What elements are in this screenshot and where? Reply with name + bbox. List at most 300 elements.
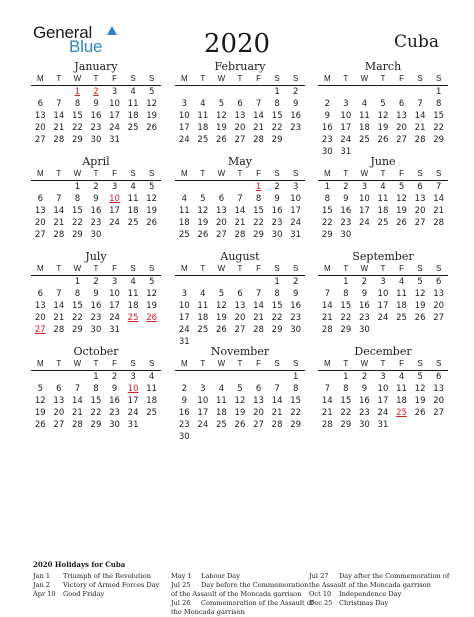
- day-cell: 8: [274, 289, 280, 299]
- weekday-label: M: [180, 169, 188, 178]
- holiday-day-cell: 2: [93, 87, 99, 97]
- day-cell: 15: [71, 206, 83, 216]
- day-cell: 28: [53, 325, 65, 335]
- week-row: [318, 134, 448, 146]
- day-cell: 3: [200, 384, 206, 394]
- weekday-label: S: [130, 169, 136, 178]
- day-cell: 7: [324, 384, 330, 394]
- weekday-label: F: [112, 169, 117, 178]
- day-cell: 18: [146, 396, 158, 406]
- day-cell: 25: [396, 313, 407, 323]
- day-cell: 10: [358, 194, 370, 204]
- day-cell: 20: [234, 123, 246, 133]
- day-cell: 14: [71, 396, 83, 406]
- weekday-label: S: [130, 74, 136, 83]
- day-cell: 23: [271, 218, 283, 228]
- day-cell: 21: [433, 206, 445, 216]
- day-cell: 27: [34, 135, 46, 145]
- day-cell: 24: [340, 135, 352, 145]
- holiday-name: Labour Day: [201, 572, 240, 580]
- day-cell: 22: [271, 313, 283, 323]
- weekday-label: T: [380, 169, 386, 178]
- day-cell: 19: [396, 206, 407, 216]
- day-cell: 24: [109, 313, 120, 323]
- day-cell: 1: [343, 372, 349, 382]
- week-row: [175, 300, 305, 312]
- day-cell: 3: [343, 99, 349, 109]
- day-cell: 21: [321, 408, 333, 418]
- month-title: April: [82, 155, 110, 168]
- day-cell: 1: [74, 182, 81, 192]
- day-cell: 25: [377, 218, 389, 228]
- weekday-label: T: [200, 74, 206, 83]
- day-cell: [231, 371, 250, 383]
- day-cell: 31: [127, 420, 139, 430]
- day-cell: 19: [234, 408, 246, 418]
- week-row: [175, 217, 305, 229]
- day-cell: 1: [343, 277, 349, 287]
- day-cell: 13: [234, 301, 246, 311]
- day-cell: 13: [215, 206, 227, 216]
- day-cell: 25: [178, 230, 190, 240]
- month-title: November: [210, 345, 270, 358]
- holiday-name: Independence Day: [339, 590, 402, 598]
- weekday-label: W: [360, 74, 369, 83]
- day-cell: 29: [90, 420, 102, 430]
- day-cell: [194, 86, 213, 98]
- holiday-date: Jul 26: [171, 599, 191, 607]
- day-cell: 11: [127, 99, 139, 109]
- week-row: [31, 134, 161, 146]
- day-cell: 2: [324, 99, 330, 109]
- week-row: [318, 217, 448, 229]
- day-cell: 19: [377, 123, 389, 133]
- week-row: [175, 122, 305, 134]
- holiday-entry: [309, 590, 449, 599]
- day-cell: [249, 371, 268, 383]
- holiday-name: Day after the Commemoration of: [339, 572, 450, 580]
- day-cell: 3: [111, 182, 118, 192]
- day-cell: 13: [34, 111, 46, 121]
- holiday-day-cell: 27: [34, 325, 46, 335]
- day-cell: [50, 181, 69, 193]
- day-cell: 8: [74, 289, 81, 299]
- week-row: [318, 193, 448, 205]
- day-cell: 27: [34, 230, 46, 240]
- day-cell: 14: [414, 111, 426, 121]
- day-cell: 20: [433, 396, 445, 406]
- day-cell: 22: [71, 218, 83, 228]
- day-cell: 19: [146, 301, 158, 311]
- day-cell: [392, 86, 411, 98]
- day-cell: 10: [178, 301, 190, 311]
- day-cell: 11: [396, 289, 407, 299]
- month-title: May: [227, 155, 253, 168]
- month-september: [318, 250, 448, 336]
- weekday-header: [31, 168, 161, 181]
- day-cell: 29: [271, 135, 283, 145]
- day-cell: 12: [377, 111, 389, 121]
- day-cell: 30: [90, 325, 102, 335]
- day-cell: 11: [127, 194, 139, 204]
- day-cell: 8: [343, 289, 349, 299]
- day-cell: 27: [253, 420, 264, 430]
- day-cell: 17: [178, 123, 190, 133]
- week-row: [31, 181, 161, 193]
- month-title: August: [220, 250, 260, 263]
- day-cell: 24: [127, 408, 139, 418]
- day-cell: [194, 371, 213, 383]
- day-cell: 21: [321, 313, 333, 323]
- weekday-label: T: [56, 264, 62, 273]
- day-cell: 5: [380, 99, 386, 109]
- day-cell: 1: [93, 372, 99, 382]
- weekday-label: S: [292, 264, 299, 273]
- day-cell: 2: [343, 182, 349, 192]
- day-cell: [142, 229, 161, 241]
- weekday-label: M: [180, 74, 188, 83]
- day-cell: [249, 86, 268, 98]
- month-title: July: [85, 250, 107, 263]
- day-cell: 26: [34, 420, 46, 430]
- day-cell: 7: [56, 194, 62, 204]
- day-cell: 13: [433, 289, 445, 299]
- day-cell: 15: [340, 301, 352, 311]
- weekday-label: S: [148, 359, 155, 368]
- day-cell: 14: [321, 301, 333, 311]
- day-cell: 9: [274, 194, 280, 204]
- day-cell: 9: [93, 194, 99, 204]
- week-row: [175, 419, 305, 431]
- day-cell: 29: [71, 230, 83, 240]
- day-cell: 3: [380, 372, 386, 382]
- weekday-label: W: [360, 264, 369, 273]
- weekday-label: W: [217, 264, 226, 273]
- day-cell: 5: [417, 277, 423, 287]
- day-cell: 30: [90, 135, 102, 145]
- holiday-column: [33, 572, 159, 599]
- day-cell: 30: [109, 420, 120, 430]
- day-cell: 25: [197, 135, 209, 145]
- holiday-day-cell: 25: [396, 408, 407, 418]
- day-cell: 13: [34, 206, 46, 216]
- day-cell: 5: [218, 99, 225, 109]
- day-cell: 9: [361, 289, 368, 299]
- week-row: [31, 98, 161, 110]
- day-cell: 17: [178, 313, 190, 323]
- week-row: [31, 324, 161, 336]
- day-cell: [429, 324, 448, 336]
- week-row: [318, 371, 448, 383]
- month-july: [31, 250, 161, 336]
- day-cell: 26: [396, 218, 407, 228]
- day-cell: 17: [377, 301, 389, 311]
- day-cell: 5: [237, 384, 243, 394]
- day-cell: 19: [414, 396, 426, 406]
- day-cell: 22: [71, 313, 83, 323]
- day-cell: 6: [398, 99, 405, 109]
- month-title: September: [352, 250, 414, 263]
- week-row: [31, 86, 161, 98]
- weekday-header: [31, 358, 161, 371]
- day-cell: 3: [111, 277, 118, 287]
- day-cell: 3: [111, 87, 118, 97]
- day-cell: 24: [178, 135, 190, 145]
- day-cell: 15: [321, 206, 333, 216]
- month-february: [175, 60, 305, 146]
- day-cell: 5: [148, 87, 155, 97]
- weekday-label: F: [399, 359, 404, 368]
- day-cell: [175, 181, 194, 193]
- day-cell: 3: [361, 182, 368, 192]
- day-cell: 25: [215, 420, 227, 430]
- day-cell: 7: [274, 384, 280, 394]
- weekday-label: T: [343, 264, 349, 273]
- week-row: [175, 371, 305, 383]
- day-cell: 4: [148, 372, 155, 382]
- holiday-entry: [33, 581, 159, 590]
- day-cell: 28: [234, 230, 246, 240]
- day-cell: 22: [253, 218, 264, 228]
- day-cell: 12: [197, 206, 209, 216]
- day-cell: 31: [340, 147, 352, 157]
- day-cell: 18: [358, 123, 370, 133]
- day-cell: 22: [321, 218, 333, 228]
- weekday-label: M: [36, 359, 44, 368]
- weekday-label: F: [399, 169, 404, 178]
- day-cell: [392, 324, 411, 336]
- day-cell: 1: [274, 277, 280, 287]
- day-cell: 2: [361, 372, 368, 382]
- day-cell: 28: [71, 420, 83, 430]
- day-cell: 18: [396, 301, 407, 311]
- weekday-label: M: [180, 264, 188, 273]
- day-cell: 10: [178, 111, 190, 121]
- day-cell: 29: [71, 135, 83, 145]
- day-cell: 6: [37, 194, 43, 204]
- day-cell: 29: [271, 325, 283, 335]
- day-cell: 6: [417, 182, 423, 192]
- week-row: [318, 98, 448, 110]
- day-cell: 23: [358, 408, 370, 418]
- day-cell: 27: [433, 408, 445, 418]
- day-cell: 9: [324, 111, 330, 121]
- day-cell: 14: [253, 111, 264, 121]
- week-row: [175, 134, 305, 146]
- day-cell: 14: [433, 194, 445, 204]
- day-cell: 23: [90, 313, 102, 323]
- day-cell: 23: [340, 218, 352, 228]
- weekday-label: S: [435, 359, 442, 368]
- day-cell: 13: [396, 111, 407, 121]
- page-title-year: 2020: [203, 29, 271, 59]
- day-cell: 20: [234, 313, 246, 323]
- day-cell: 11: [178, 206, 190, 216]
- day-cell: 26: [414, 313, 426, 323]
- day-cell: 11: [197, 111, 209, 121]
- week-row: [31, 407, 161, 419]
- day-cell: 8: [435, 99, 442, 109]
- day-cell: 3: [130, 372, 136, 382]
- day-cell: [50, 371, 69, 383]
- holiday-entry: [171, 599, 313, 608]
- day-cell: [194, 181, 213, 193]
- day-cell: 22: [340, 313, 352, 323]
- day-cell: 6: [237, 99, 243, 109]
- day-cell: [212, 431, 231, 443]
- day-cell: 13: [53, 396, 65, 406]
- day-cell: 23: [290, 313, 302, 323]
- month-june: [318, 155, 448, 241]
- weekday-label: S: [417, 74, 423, 83]
- day-cell: 10: [340, 111, 352, 121]
- day-cell: 22: [290, 408, 302, 418]
- day-cell: 28: [433, 218, 445, 228]
- day-cell: 21: [234, 218, 246, 228]
- day-cell: 16: [358, 301, 370, 311]
- day-cell: 22: [340, 408, 352, 418]
- day-cell: 18: [127, 206, 139, 216]
- week-row: [175, 276, 305, 288]
- weekday-label: T: [93, 264, 99, 273]
- day-cell: 6: [37, 289, 43, 299]
- holiday-day-cell: 10: [109, 194, 120, 204]
- holiday-day-cell: 10: [127, 384, 139, 394]
- day-cell: 5: [417, 372, 423, 382]
- weekday-label: T: [200, 264, 206, 273]
- day-cell: 29: [253, 230, 264, 240]
- day-cell: 4: [398, 372, 405, 382]
- day-cell: 30: [178, 432, 190, 442]
- weekday-label: T: [56, 74, 62, 83]
- day-cell: 8: [74, 99, 81, 109]
- day-cell: 7: [56, 99, 62, 109]
- day-cell: 14: [321, 396, 333, 406]
- day-cell: [31, 371, 50, 383]
- month-title: October: [73, 345, 119, 358]
- weekday-label: S: [417, 264, 423, 273]
- holiday-date: Oct 10: [309, 590, 332, 598]
- day-cell: 13: [234, 111, 246, 121]
- weekday-label: W: [73, 169, 82, 178]
- holiday-name-continued: the Assault of the Moncada garrison: [309, 581, 431, 589]
- day-cell: 11: [215, 396, 227, 406]
- weekday-label: F: [256, 264, 261, 273]
- day-cell: 23: [90, 123, 102, 133]
- week-row: [31, 371, 161, 383]
- day-cell: 2: [292, 277, 299, 287]
- weekday-label: S: [148, 74, 155, 83]
- day-cell: 2: [292, 87, 299, 97]
- day-cell: 29: [340, 325, 352, 335]
- day-cell: 22: [433, 123, 445, 133]
- day-cell: [142, 419, 161, 431]
- day-cell: [318, 371, 337, 383]
- day-cell: 1: [435, 87, 442, 97]
- day-cell: 12: [215, 111, 227, 121]
- day-cell: [124, 134, 143, 146]
- week-row: [318, 395, 448, 407]
- weekday-label: T: [343, 359, 349, 368]
- day-cell: 22: [71, 123, 83, 133]
- week-row: [31, 419, 161, 431]
- day-cell: [374, 324, 393, 336]
- day-cell: 3: [181, 289, 187, 299]
- day-cell: 21: [53, 123, 65, 133]
- day-cell: 16: [90, 301, 102, 311]
- day-cell: 11: [197, 301, 209, 311]
- day-cell: 3: [380, 277, 386, 287]
- day-cell: 18: [377, 206, 389, 216]
- day-cell: 10: [377, 289, 389, 299]
- day-cell: 24: [377, 313, 389, 323]
- weekday-label: M: [323, 74, 331, 83]
- holiday-date: Dec 25: [309, 599, 333, 607]
- day-cell: [268, 431, 287, 443]
- weekday-header: [318, 168, 448, 181]
- weekday-label: S: [130, 264, 136, 273]
- week-row: [318, 229, 448, 241]
- day-cell: 14: [53, 111, 65, 121]
- month-december: [318, 345, 448, 431]
- weekday-label: S: [435, 74, 442, 83]
- day-cell: 2: [111, 372, 118, 382]
- day-cell: [212, 276, 231, 288]
- day-cell: 11: [127, 289, 139, 299]
- weekday-label: F: [256, 359, 261, 368]
- week-row: [318, 110, 448, 122]
- day-cell: 30: [290, 325, 302, 335]
- day-cell: 25: [127, 123, 139, 133]
- week-row: [31, 217, 161, 229]
- day-cell: 1: [74, 277, 81, 287]
- week-row: [31, 110, 161, 122]
- day-cell: 12: [146, 289, 158, 299]
- weekday-label: S: [274, 264, 280, 273]
- weekday-label: S: [417, 359, 423, 368]
- day-cell: 26: [215, 325, 227, 335]
- day-cell: [374, 86, 393, 98]
- holiday-entry: [309, 572, 449, 581]
- holiday-column: [171, 572, 313, 617]
- day-cell: 28: [53, 230, 65, 240]
- day-cell: 30: [358, 325, 370, 335]
- day-cell: [355, 86, 374, 98]
- holiday-name: Triumph of the Revolution: [63, 572, 152, 580]
- day-cell: 6: [435, 277, 442, 287]
- day-cell: 15: [253, 206, 264, 216]
- week-row: [175, 86, 305, 98]
- week-row: [318, 181, 448, 193]
- day-cell: 12: [234, 396, 246, 406]
- weekday-label: T: [56, 359, 62, 368]
- day-cell: 30: [271, 230, 283, 240]
- day-cell: 16: [358, 396, 370, 406]
- month-title: June: [370, 155, 396, 168]
- weekday-label: M: [36, 264, 44, 273]
- day-cell: 8: [324, 194, 330, 204]
- weekday-label: F: [112, 359, 117, 368]
- day-cell: 2: [93, 277, 99, 287]
- day-cell: 14: [253, 301, 264, 311]
- day-cell: 11: [146, 384, 158, 394]
- weekday-label: T: [56, 169, 62, 178]
- week-row: [175, 181, 305, 193]
- day-cell: 16: [340, 206, 352, 216]
- day-cell: 7: [417, 99, 423, 109]
- day-cell: [175, 371, 194, 383]
- month-may: [175, 155, 305, 241]
